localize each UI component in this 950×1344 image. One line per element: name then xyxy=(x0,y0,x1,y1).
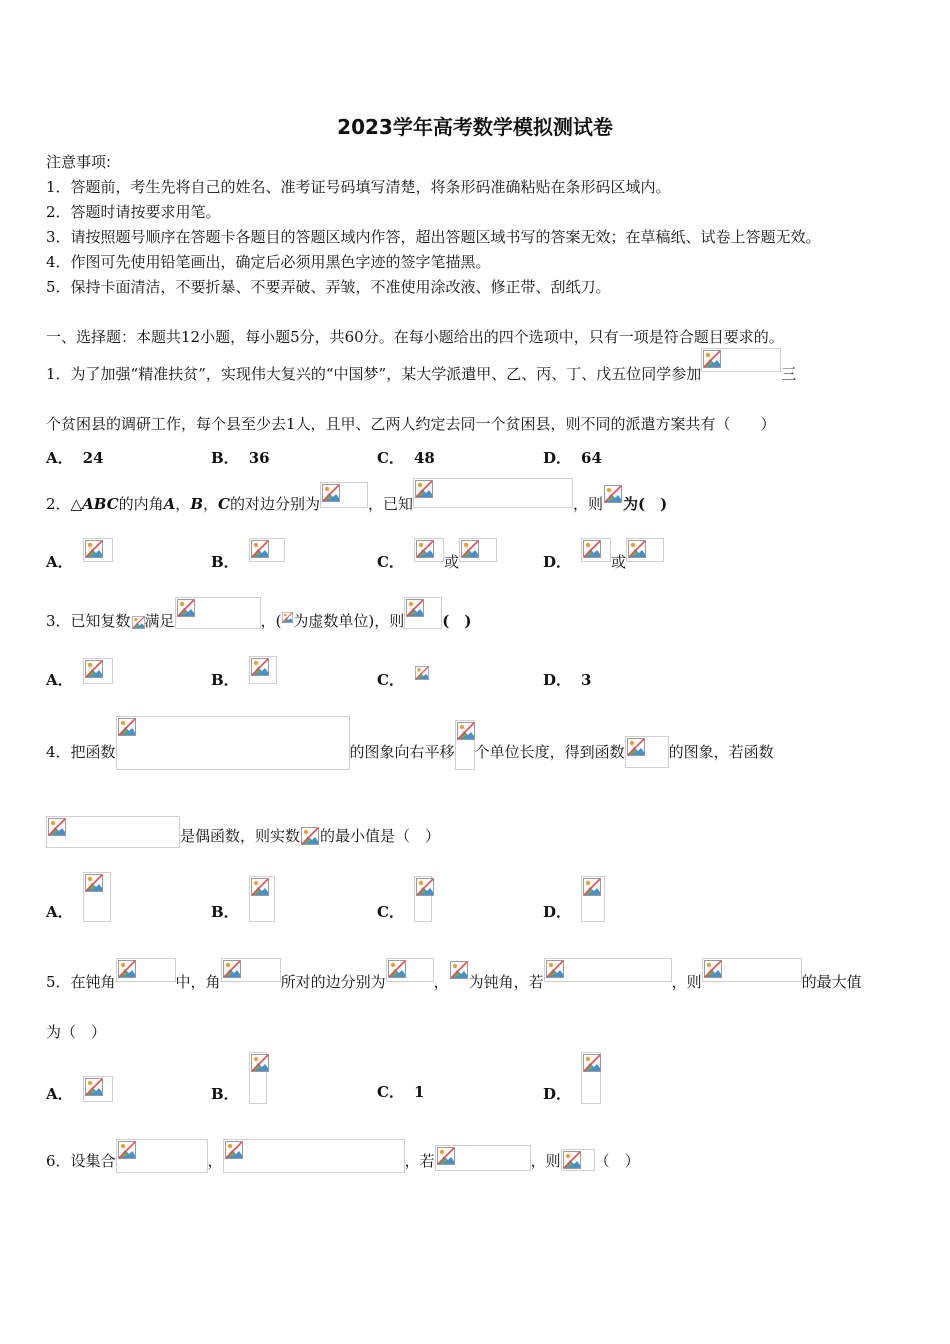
option-label: D． xyxy=(543,671,572,689)
option-c xyxy=(377,876,432,922)
broken-image-icon xyxy=(85,1078,103,1096)
option-label: A． xyxy=(46,671,73,689)
question-text: 三 xyxy=(781,365,797,383)
question-text: （ ） xyxy=(594,1152,640,1170)
question-text: 2．△ xyxy=(46,495,83,513)
question-5-line-1 xyxy=(46,958,862,992)
broken-image-icon xyxy=(416,540,434,558)
notice-heading: 注意事项: xyxy=(46,153,112,171)
question-text: ，则 xyxy=(573,495,604,513)
question-4-line-1 xyxy=(46,714,774,770)
formula-image xyxy=(116,958,176,982)
question-text: ， xyxy=(175,495,191,513)
broken-image-icon xyxy=(118,718,136,736)
formula-image xyxy=(581,538,611,562)
notice-item: 5．保持卡面清洁，不要折暴、不要弄破、弄皱，不准使用涂改液、修正带、刮纸刀。 xyxy=(46,278,611,296)
broken-image-icon xyxy=(583,540,601,558)
formula-image xyxy=(414,876,432,922)
broken-image-icon xyxy=(225,1141,243,1159)
option-c xyxy=(377,1082,424,1102)
question-text: ，则 xyxy=(530,1152,561,1170)
question-1-line-2: 个贫困县的调研工作，每个县至少去1人，且甲、乙两人约定去同一个贫困县，则不同的派遣方案共有（ ） xyxy=(46,415,776,433)
broken-image-icon xyxy=(251,540,269,558)
broken-image-icon xyxy=(282,610,293,625)
broken-image-icon xyxy=(177,599,195,617)
question-text: 6．设集合 xyxy=(46,1152,116,1170)
option-label: C． xyxy=(377,553,404,571)
question-text: 中，角 xyxy=(175,973,221,991)
option-label: A． xyxy=(46,449,73,467)
broken-image-icon xyxy=(604,485,622,503)
broken-image-icon xyxy=(563,1151,581,1169)
question-text: 4．把函数 xyxy=(46,743,116,761)
section-heading: 一、选择题：本题共12小题，每小题5分，共60分。在每小题给出的四个选项中，只有一项是符合题目要求的。 xyxy=(46,328,784,346)
option-a xyxy=(46,658,113,690)
formula-image xyxy=(414,664,430,684)
option-b xyxy=(211,448,270,468)
question-1-line-1 xyxy=(46,348,796,384)
question-text: 3 xyxy=(581,671,592,689)
question-text: 满足 xyxy=(144,612,175,630)
option-label: C． xyxy=(377,1083,404,1101)
question-4-line-2 xyxy=(46,814,440,848)
option-d xyxy=(543,1052,601,1104)
option-a xyxy=(46,872,111,922)
formula-image xyxy=(626,538,664,562)
broken-image-icon xyxy=(301,827,319,845)
question-6 xyxy=(46,1137,640,1173)
option-label: C． xyxy=(377,671,404,689)
question-text: A xyxy=(163,495,176,513)
question-text: 24 xyxy=(82,449,104,467)
question-text: 是偶函数，则实数 xyxy=(180,827,301,845)
option-label: C． xyxy=(377,903,404,921)
broken-image-icon xyxy=(546,960,564,978)
option-c xyxy=(377,664,430,690)
question-text: 64 xyxy=(581,449,602,467)
question-text: 5．在钝角 xyxy=(46,973,116,991)
option-a xyxy=(46,1076,113,1104)
question-text: 3．已知复数 xyxy=(46,612,131,630)
broken-image-icon xyxy=(703,350,721,368)
broken-image-icon xyxy=(627,738,645,756)
question-text: ，若 xyxy=(404,1152,435,1170)
question-text: 个单位长度，得到函数 xyxy=(474,743,625,761)
question-text: ，已知 xyxy=(367,495,413,513)
option-d xyxy=(543,448,602,468)
question-3 xyxy=(46,597,471,631)
broken-image-icon xyxy=(251,1054,269,1072)
formula-image xyxy=(249,656,277,684)
option-label: D． xyxy=(543,1085,572,1103)
option-d xyxy=(543,670,591,690)
question-text: 所对的边分别为 xyxy=(280,973,386,991)
formula-image xyxy=(386,958,434,982)
question-text: 的最大值 xyxy=(801,973,862,991)
question-text: 的图象，若函数 xyxy=(668,743,774,761)
option-label: C． xyxy=(377,449,404,467)
option-label: D． xyxy=(543,553,572,571)
question-text: ， xyxy=(203,495,219,513)
broken-image-icon xyxy=(704,960,722,978)
option-c xyxy=(377,538,497,572)
notice-item: 1．答题前，考生先将自己的姓名、准考证号码填写清楚，将条形码准确粘贴在条形码区域内。 xyxy=(46,178,671,196)
formula-image xyxy=(544,958,672,982)
broken-image-icon xyxy=(583,878,601,896)
option-label: A． xyxy=(46,553,73,571)
question-text: 的图象向右平移 xyxy=(349,743,455,761)
question-text: ( ) xyxy=(442,612,472,630)
option-label: B． xyxy=(211,671,239,689)
formula-image xyxy=(175,597,261,629)
formula-image xyxy=(83,872,111,922)
broken-image-icon xyxy=(583,1054,601,1072)
question-text: ， xyxy=(433,973,449,991)
formula-image xyxy=(413,478,573,508)
question-text: 48 xyxy=(413,449,435,467)
question-text: 1 xyxy=(413,1083,425,1101)
formula-image xyxy=(561,1149,595,1171)
broken-image-icon xyxy=(457,722,475,740)
question-5-line-2: 为（ ） xyxy=(46,1023,107,1041)
question-text: ，则 xyxy=(671,973,702,991)
question-text: ABC xyxy=(82,495,119,513)
question-text: 或 xyxy=(443,553,459,571)
formula-image xyxy=(83,1076,113,1102)
page-title: 2023学年高考数学模拟测试卷 xyxy=(337,115,613,139)
formula-image xyxy=(83,658,113,684)
formula-image xyxy=(320,482,368,508)
formula-image xyxy=(249,876,275,922)
question-text: ，( xyxy=(260,612,282,630)
option-label: D． xyxy=(543,449,572,467)
formula-image xyxy=(83,538,113,562)
question-text: 为虚数单位)，则 xyxy=(293,612,405,630)
broken-image-icon xyxy=(85,540,103,558)
formula-image xyxy=(249,538,285,562)
question-text: 的内角 xyxy=(118,495,164,513)
broken-image-icon xyxy=(450,961,468,979)
broken-image-icon xyxy=(415,665,429,681)
question-text: 为( ) xyxy=(623,495,668,513)
question-text: 或 xyxy=(611,553,627,571)
question-2 xyxy=(46,478,667,514)
formula-image xyxy=(249,1052,267,1104)
formula-image xyxy=(131,613,145,629)
broken-image-icon xyxy=(85,660,103,678)
option-label: A． xyxy=(46,903,73,921)
formula-image xyxy=(603,484,623,506)
formula-image xyxy=(116,716,350,770)
formula-image xyxy=(414,538,444,562)
formula-image xyxy=(702,958,802,982)
formula-image xyxy=(581,876,605,922)
formula-image xyxy=(281,609,293,629)
formula-image xyxy=(223,1139,405,1173)
broken-image-icon xyxy=(223,960,241,978)
broken-image-icon xyxy=(118,960,136,978)
option-label: B． xyxy=(211,1085,239,1103)
broken-image-icon xyxy=(461,540,479,558)
option-label: D． xyxy=(543,903,572,921)
option-b xyxy=(211,538,285,572)
option-label: A． xyxy=(46,1085,73,1103)
question-text: 为钝角，若 xyxy=(468,973,544,991)
broken-image-icon xyxy=(628,540,646,558)
broken-image-icon xyxy=(415,480,433,498)
formula-image xyxy=(404,597,442,629)
question-text: ， xyxy=(207,1152,223,1170)
notice-item: 3．请按照题号顺序在答题卡各题目的答题区域内作答，超出答题区域书写的答案无效；在草稿纸、试卷上答题无效。 xyxy=(46,228,821,246)
question-text: 的最小值是（ ） xyxy=(320,827,441,845)
broken-image-icon xyxy=(85,874,103,892)
broken-image-icon xyxy=(416,878,434,896)
formula-image xyxy=(221,958,281,982)
formula-image xyxy=(701,348,781,372)
broken-image-icon xyxy=(437,1147,455,1165)
option-b xyxy=(211,656,277,690)
broken-image-icon xyxy=(322,484,340,502)
option-label: B． xyxy=(211,449,239,467)
notice-item: 4．作图可先使用铅笔画出，确定后必须用黑色字迹的签字笔描黑。 xyxy=(46,253,491,271)
broken-image-icon xyxy=(118,1141,136,1159)
question-text: 的对边分别为 xyxy=(229,495,320,513)
formula-image xyxy=(46,816,180,848)
option-label: B． xyxy=(211,553,239,571)
formula-image xyxy=(435,1145,531,1171)
broken-image-icon xyxy=(251,878,269,896)
option-label: B． xyxy=(211,903,239,921)
option-c xyxy=(377,448,435,468)
option-b xyxy=(211,876,275,922)
broken-image-icon xyxy=(48,818,66,836)
question-text: 1．为了加强“精准扶贫”，实现伟大复兴的“中国梦”，某大学派遣甲、乙、丙、丁、戊五位同学参加 xyxy=(46,365,702,383)
broken-image-icon xyxy=(388,960,406,978)
formula-image xyxy=(459,538,497,562)
formula-image xyxy=(449,960,469,982)
broken-image-icon xyxy=(406,599,424,617)
broken-image-icon xyxy=(132,614,145,627)
question-text: 36 xyxy=(248,449,270,467)
formula-image xyxy=(116,1139,208,1173)
formula-image xyxy=(581,1052,601,1104)
question-text: B xyxy=(190,495,203,513)
notice-item: 2．答题时请按要求用笔。 xyxy=(46,203,221,221)
broken-image-icon xyxy=(251,658,269,676)
option-d xyxy=(543,538,664,572)
formula-image xyxy=(300,826,320,846)
option-d xyxy=(543,876,605,922)
option-a xyxy=(46,538,113,572)
option-b xyxy=(211,1052,267,1104)
formula-image xyxy=(625,736,669,768)
option-a xyxy=(46,448,104,468)
question-text: C xyxy=(218,495,230,513)
formula-image xyxy=(455,720,475,770)
